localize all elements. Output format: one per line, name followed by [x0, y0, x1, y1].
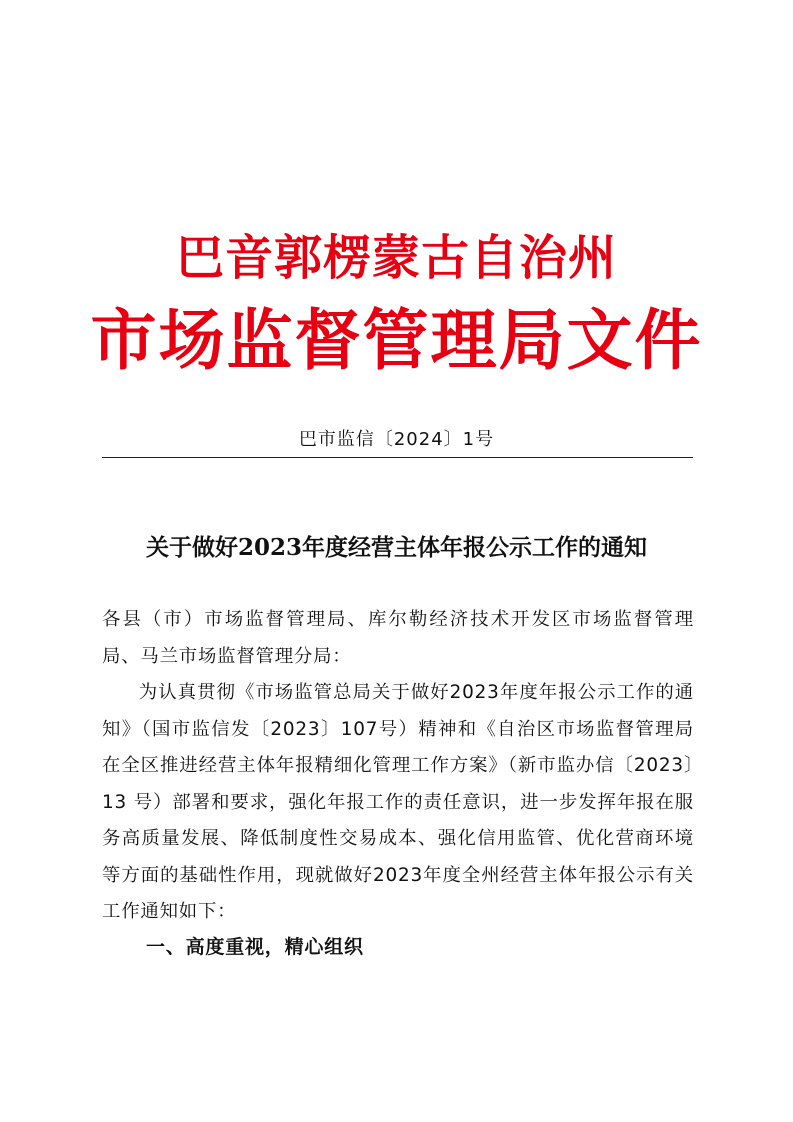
document-title: 关于做好2023年度经营主体年报公示工作的通知 [145, 534, 647, 561]
header-divider [102, 457, 693, 458]
intro-paragraph: 为认真贯彻《市场监管总局关于做好2023年度年报公示工作的通知》（国市监信发〔2023〕107号）精神和《自治区市场监督管理局在全区推进经营主体年报精细化管理工作方案》（新市监办信〔2023〕13 号）部署和要求，强化年报工作的责任意识，进一步发挥年报在服务高质量发展、降低制度性交易成本、强化信用监管、优化营商环境等方面的基础性作用，现就做好2023年度全州经营主体年报公示有关工作通知如下： [102, 682, 694, 922]
document-body [102, 602, 694, 931]
recipients-paragraph: 各县（市）市场监督管理局、库尔勒经济技术开发区市场监督管理局、马兰市场监督管理分局： [102, 609, 694, 667]
section-heading: 一、高度重视，精心组织 [146, 936, 364, 958]
header-doc-type: 市场监督管理局文件 [90, 301, 703, 379]
header-org-name: 巴音郭楞蒙古自治州 [175, 230, 617, 286]
document-number: 巴市监信〔2024〕1号 [298, 429, 495, 450]
